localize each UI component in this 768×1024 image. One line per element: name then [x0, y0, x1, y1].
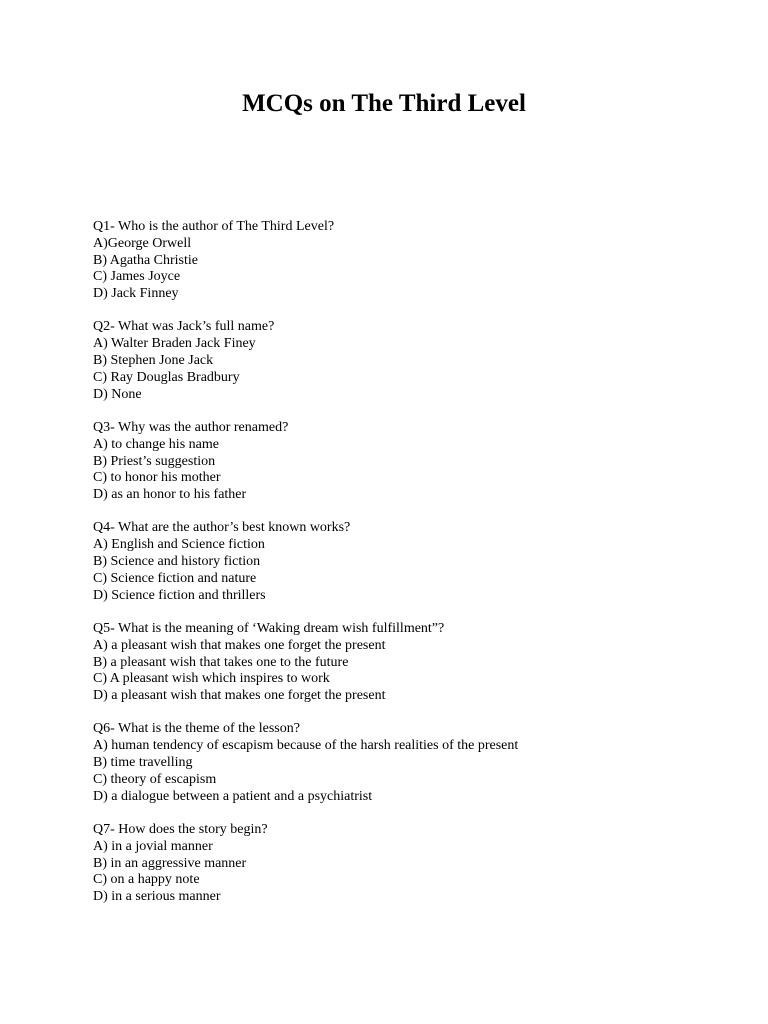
answer-option: B) time travelling [93, 755, 193, 771]
question-list [93, 219, 753, 922]
answer-option: B) Science and history fiction [93, 554, 261, 570]
question-text: Q1- Who is the author of The Third Level? [93, 219, 335, 234]
answer-option: D) a dialogue between a patient and a psychiatrist [93, 788, 373, 804]
answer-option: A) English and Science fiction [93, 537, 265, 553]
answer-option: D) Jack Finney [93, 286, 179, 302]
answer-option: A) a pleasant wish that makes one forget the present [93, 637, 386, 653]
answer-option: C) Ray Douglas Bradbury [93, 369, 240, 385]
question-block-1 [93, 219, 753, 303]
question-block-6 [93, 721, 753, 805]
question-text: Q7- How does the story begin? [93, 821, 268, 837]
answer-option: A) human tendency of escapism because of the harsh realities of the present [93, 738, 519, 754]
answer-option: B) Agatha Christie [93, 252, 198, 268]
question-block-5 [93, 621, 753, 705]
question-text: Q6- What is the theme of the lesson? [93, 721, 300, 737]
answer-option: A) in a jovial manner [93, 838, 213, 854]
answer-option: C) to honor his mother [93, 470, 221, 486]
page-title: MCQs on The Third Level [242, 90, 526, 117]
question-text: Q5- What is the meaning of ‘Waking dream wish fulfillment”? [93, 620, 445, 636]
answer-option: B) Stephen Jone Jack [93, 353, 214, 369]
answer-option: A) to change his name [93, 436, 219, 452]
answer-option: D) Science fiction and thrillers [93, 587, 266, 603]
answer-option: C) A pleasant wish which inspires to work [93, 671, 330, 687]
question-text: Q2- What was Jack’s full name? [93, 319, 275, 335]
answer-option: A)George Orwell [93, 235, 192, 251]
answer-option: C) Science fiction and nature [93, 570, 257, 586]
question-block-4 [93, 520, 753, 604]
answer-option: B) in an aggressive manner [93, 855, 247, 871]
question-block-3 [93, 420, 753, 504]
answer-option: B) a pleasant wish that takes one to the future [93, 654, 349, 670]
question-block-7 [93, 822, 753, 906]
question-text: Q4- What are the author’s best known works? [93, 520, 351, 536]
answer-option: D) None [93, 386, 142, 402]
question-block-2 [93, 319, 753, 403]
answer-option: D) in a serious manner [93, 889, 221, 905]
answer-option: C) theory of escapism [93, 771, 217, 787]
answer-option: D) as an honor to his father [93, 487, 247, 503]
answer-option: C) James Joyce [93, 269, 181, 285]
answer-option: D) a pleasant wish that makes one forget the present [93, 688, 386, 704]
answer-option: B) Priest’s suggestion [93, 453, 216, 469]
answer-option: A) Walter Braden Jack Finey [93, 336, 256, 352]
question-text: Q3- Why was the author renamed? [93, 419, 289, 435]
answer-option: C) on a happy note [93, 872, 200, 888]
